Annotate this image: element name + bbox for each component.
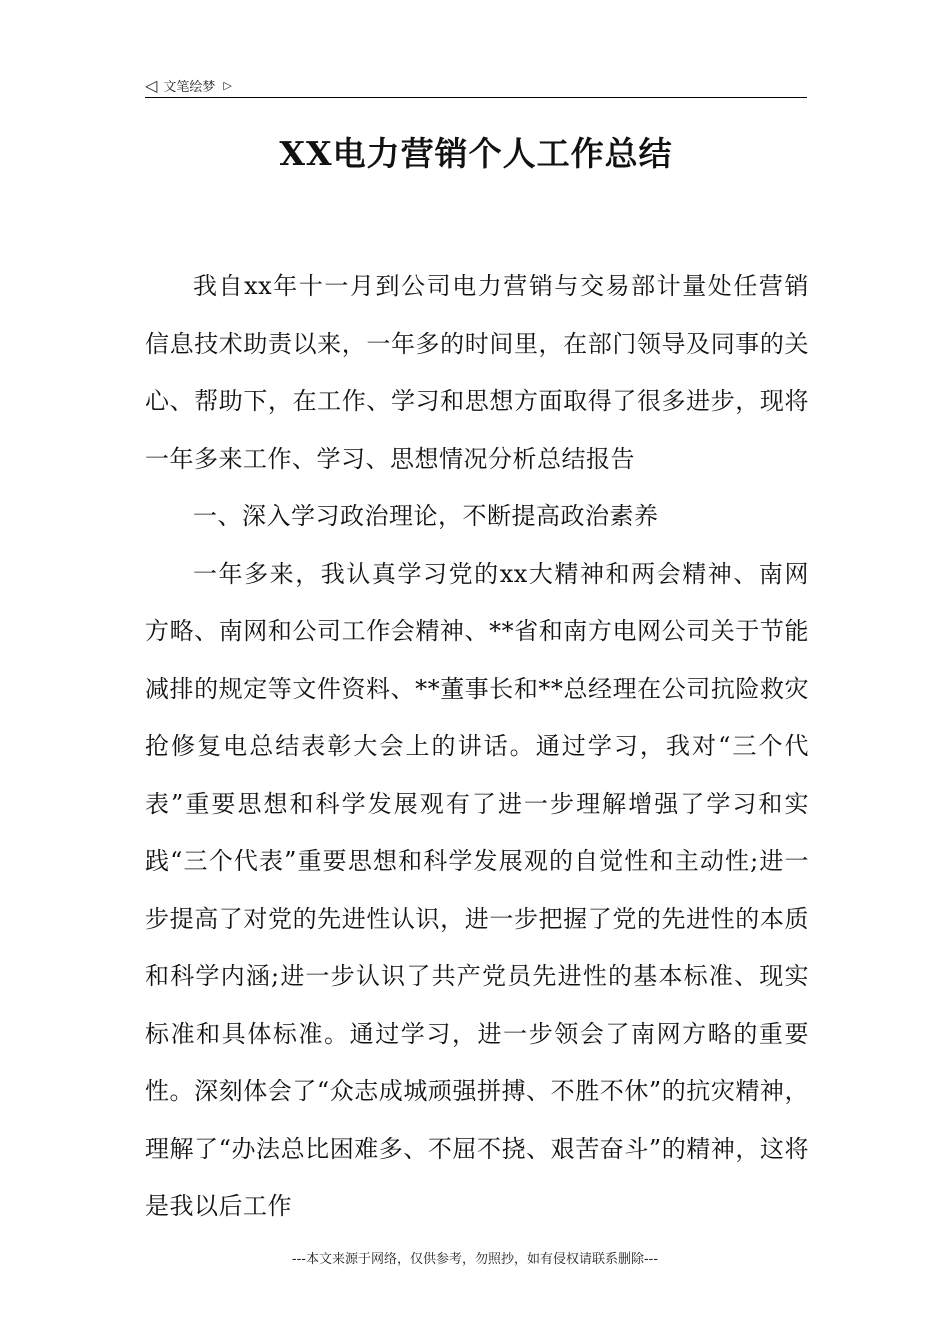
page-footer: ---本文来源于网络，仅供参考，勿照抄，如有侵权请联系删除---	[291, 1252, 659, 1267]
document-title: XX电力营销个人工作总结	[279, 134, 673, 173]
paragraph-study: 一年多来，我认真学习党的xx大精神和两会精神、南网方略、南网和公司工作会精神、**省和南方电网公司关于节能减排的规定等文件资料、**董事长和**总经理在公司抗险救灾抢修复电总结表彰大会上的讲话。通过学习，我对“三个代表”重要思想和科学发展观有了进一步理解增强了学习和实践“三个代表”重要思想和科学发展观的自觉性和主动性;进一步提高了对党的先进性认识，进一步把握了党的先进性的本质和科学内涵;进一步认识了共产党员先进性的基本标准、现实标准和具体标准。通过学习，进一步领会了南网方略的重要性。深刻体会了“众志成城顽强拼搏、不胜不休”的抗灾精神，理解了“办法总比困难多、不屈不挠、艰苦奋斗”的精神，这将是我以后工作	[145, 559, 809, 1220]
page-header	[145, 76, 232, 95]
triangle-left-icon: ◁	[145, 75, 158, 95]
paragraph-intro: 我自xx年十一月到公司电力营销与交易部计量处任营销信息技术助责以来，一年多的时间里，在部门领导及同事的关心、帮助下，在工作、学习和思想方面取得了很多进步，现将一年多来工作、学习、思想情况分析总结报告	[145, 272, 809, 473]
triangle-right-icon: ▷	[223, 78, 232, 92]
header-divider	[145, 97, 807, 98]
section-heading: 一、深入学习政治理论，不断提高政治素养	[193, 502, 659, 530]
header-label: 文笔绘梦	[163, 80, 216, 95]
document-body	[145, 258, 809, 1236]
